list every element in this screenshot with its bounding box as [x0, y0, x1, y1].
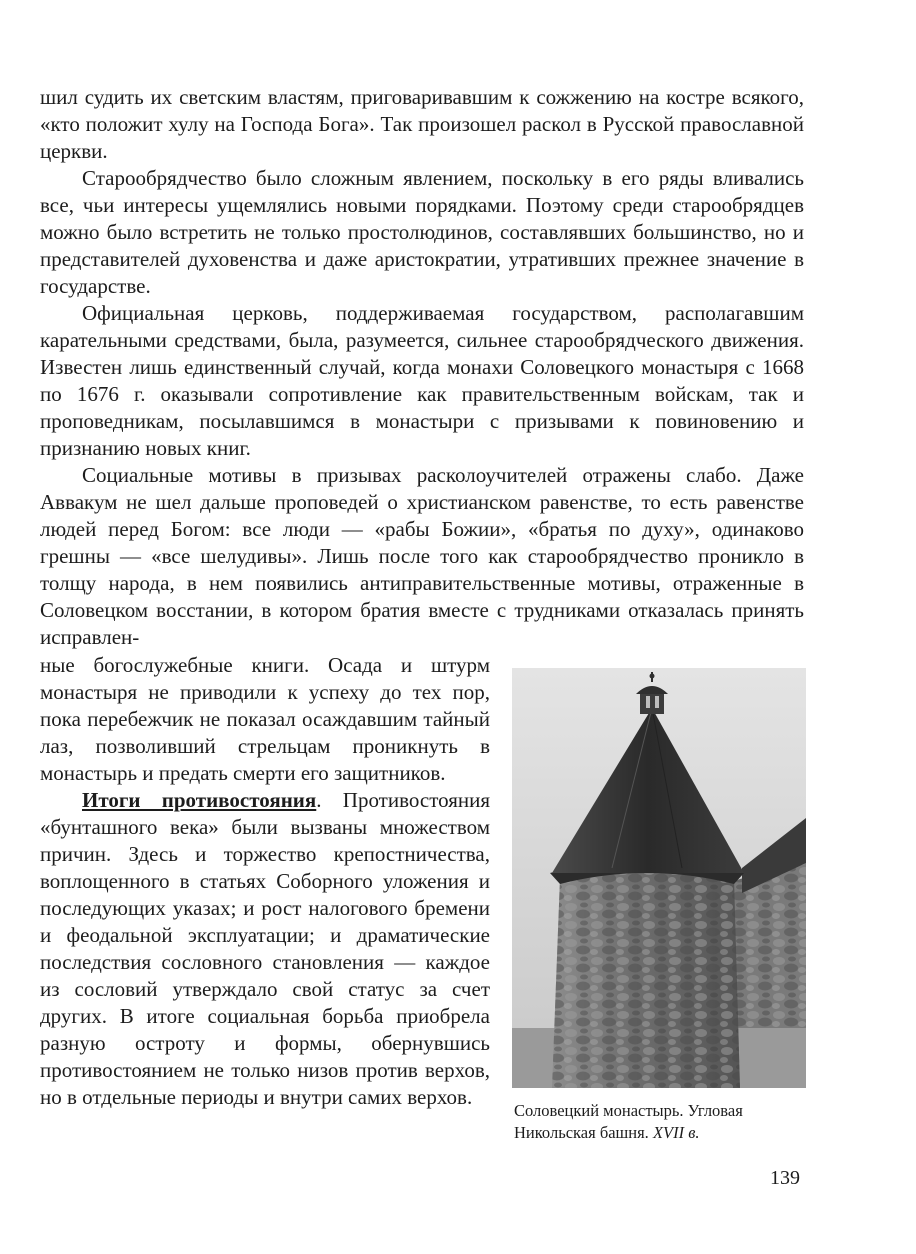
paragraph-3: Официальная церковь, поддерживаемая государством, располагавшим карательными средствами, была, разумеется, сильнее старообрядческого движения. Известен лишь единственный случай, когда монахи Соловецкого монастыря с 1668 по 1676 г. оказывали сопротивление как правительственным войскам, так и проповедникам, посылавшимся в монастыри с призывами к повиновению и признанию новых книг. [40, 301, 804, 460]
caption-century: XVII в. [652, 1123, 700, 1142]
page-number: 139 [770, 1167, 800, 1189]
paragraph-2: Старообрядчество было сложным явлением, поскольку в его ряды вливались все, чьи интересы ущемлялись новыми порядками. Поэтому среди старообрядцев можно было встретить не только простолюдинов, составлявших большинство, но и представителей духовенства и даже аристократии, утративших прежнее значение в государстве. [40, 166, 804, 298]
full-width-text [40, 84, 804, 651]
paragraph-5-body: . Противостояния «бунташного века» были вызваны множеством причин. Здесь и торжество крепостничества, воплощенного в статьях Соборного уложения и последующих указах; и рост налогового бремени и феодальной эксплуатации; и драматические последствия сословного становления — каждое из сословий утверждало свой статус за счет других. В итоге социальная борьба приобрела разную остроту и формы, обернувшись противостоянием не только низов против верхов, но в отдельные периоды и внутри самих верхов. [40, 788, 490, 1109]
paragraph-1: шил судить их светским властям, приговаривавшим к сожжению на костре всякого, «кто положит хулу на Господа Бога». Так произошел раскол в Русской православной церкви. [40, 85, 804, 163]
tower-illustration [512, 668, 806, 1088]
section-heading-inline: Итоги противостояния [82, 788, 317, 812]
paragraph-4-continued: ные богослужебные книги. Осада и штурм монастыря не приводили к успеху до тех пор, пока перебежчик не показал осаждавшим тайный лаз, позволивший стрельцам проникнуть в монастырь и предать смерти его защитников. [40, 653, 490, 785]
tower-photo [512, 668, 806, 1088]
figure-caption [514, 1100, 814, 1144]
paragraph-5 [40, 787, 490, 1111]
caption-text: Соловецкий монастырь. Угловая Никольская башня. [514, 1101, 743, 1142]
left-column-text [40, 652, 490, 1111]
paragraph-4: Социальные мотивы в призывах расколоучителей отражены слабо. Даже Аввакум не шел дальше проповедей о христианском равенстве, то есть равенстве людей перед Богом: все люди — «рабы Божии», «братья по духу», одинаково грешны — «все шелудивы». Лишь после того как старообрядчество проникло в толщу народа, в нем появились антиправительственные мотивы, отраженные в Соловецком восстании, в котором братия вместе с трудниками отказалась принять исправлен- [40, 463, 804, 649]
